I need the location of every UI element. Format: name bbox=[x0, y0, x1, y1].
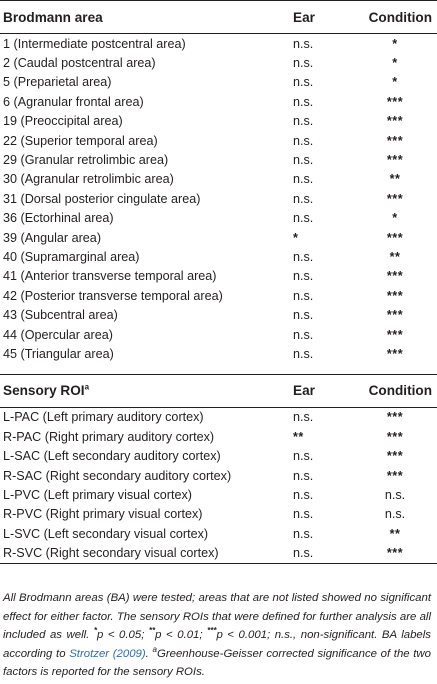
results-table-body bbox=[0, 1, 437, 564]
ear-cell: n.s. bbox=[293, 346, 314, 361]
condition-cell: *** bbox=[386, 308, 404, 323]
condition-cell: ** bbox=[389, 526, 401, 541]
footnote-text: All Brodmann areas (BA) were tested; areas that are not listed showed no significant effect for either factor. The sensory ROIs that were defined for further analysis are all included as well. bbox=[3, 592, 431, 642]
table-row bbox=[0, 305, 437, 324]
table-row bbox=[0, 446, 437, 465]
condition-cell: *** bbox=[386, 449, 404, 464]
table-row bbox=[0, 150, 437, 169]
condition-cell: *** bbox=[386, 327, 404, 342]
table-row bbox=[0, 485, 437, 504]
ear-cell: n.s. bbox=[293, 249, 314, 264]
ear-cell: n.s. bbox=[293, 407, 353, 427]
ear-cell: n.s. bbox=[293, 449, 314, 464]
condition-cell: *** bbox=[386, 153, 404, 168]
table-row bbox=[0, 407, 437, 427]
sensory-roi-header bbox=[0, 374, 293, 407]
condition-cell: *** bbox=[353, 407, 437, 427]
condition-cell: *** bbox=[386, 546, 404, 561]
table-row bbox=[0, 344, 437, 363]
ear-cell: n.s. bbox=[293, 308, 314, 323]
brodmann-area-cell: 5 (Preparietal area) bbox=[3, 75, 112, 90]
table-row bbox=[0, 267, 437, 286]
roi-cell: R-PAC (Right primary auditory cortex) bbox=[3, 429, 215, 444]
spacer-row bbox=[0, 364, 437, 375]
table-row bbox=[0, 543, 437, 563]
footnote-star-1: * bbox=[93, 626, 97, 636]
brodmann-area-cell: 6 (Agranular frontal area) bbox=[3, 94, 144, 109]
ear-cell: ** bbox=[293, 429, 304, 444]
footnote-star-3: *** bbox=[207, 626, 217, 636]
table-row bbox=[0, 112, 437, 131]
condition-cell: ** bbox=[389, 172, 401, 187]
table-row bbox=[0, 325, 437, 344]
brodmann-area-cell: 1 (Intermediate postcentral area) bbox=[0, 34, 293, 54]
table-row bbox=[0, 189, 437, 208]
ear-cell: n.s. bbox=[293, 269, 314, 284]
brodmann-area-header bbox=[0, 1, 293, 34]
header-label: Brodmann area bbox=[3, 9, 103, 25]
condition-cell: *** bbox=[386, 133, 404, 148]
condition-cell: *** bbox=[386, 191, 404, 206]
ear-header: Ear bbox=[293, 1, 353, 34]
ear-cell: n.s. bbox=[293, 133, 314, 148]
table-row bbox=[0, 73, 437, 92]
table-row bbox=[0, 170, 437, 189]
table-row bbox=[0, 53, 437, 72]
condition-cell: *** bbox=[386, 269, 404, 284]
brodmann-area-cell: 40 (Supramarginal area) bbox=[3, 249, 140, 264]
table-row bbox=[0, 247, 437, 266]
header-superscript: a bbox=[84, 382, 90, 392]
condition-cell: * bbox=[392, 75, 398, 90]
brodmann-area-cell: 42 (Posterior transverse temporal area) bbox=[3, 288, 223, 303]
ear-cell: n.s. bbox=[293, 56, 314, 71]
brodmann-area-cell: 29 (Granular retrolimbic area) bbox=[3, 153, 169, 168]
spacer-cell bbox=[0, 364, 437, 375]
roi-cell: R-SAC (Right secondary auditory cortex) bbox=[3, 468, 232, 483]
condition-header: Condition bbox=[353, 1, 437, 34]
condition-cell: * bbox=[353, 34, 437, 54]
roi-cell: L-PVC (Left primary visual cortex) bbox=[3, 487, 192, 502]
roi-cell: L-SVC (Left secondary visual cortex) bbox=[3, 526, 209, 541]
table-row bbox=[0, 34, 437, 54]
condition-cell: n.s. bbox=[384, 487, 406, 502]
ear-cell: n.s. bbox=[293, 153, 314, 168]
table-row bbox=[0, 209, 437, 228]
footnote-p3: p < 0.001; n.s., non-significant. BA labels according to bbox=[3, 629, 431, 660]
ear-cell: n.s. bbox=[293, 172, 314, 187]
footnote-p2: p < 0.01; bbox=[155, 629, 208, 642]
condition-cell: *** bbox=[386, 346, 404, 361]
header-label: Sensory ROI bbox=[3, 383, 85, 399]
condition-cell: *** bbox=[386, 230, 404, 245]
roi-header-row bbox=[0, 374, 437, 407]
brodmann-header-row bbox=[0, 1, 437, 34]
footnote-star-2: ** bbox=[148, 626, 156, 636]
roi-cell: L-PAC (Left primary auditory cortex) bbox=[0, 407, 293, 427]
bottom-rule bbox=[0, 563, 437, 564]
condition-cell: *** bbox=[386, 94, 404, 109]
ear-header: Ear bbox=[293, 374, 353, 407]
footnote-sup-a: a bbox=[152, 644, 157, 654]
ear-cell: n.s. bbox=[293, 75, 314, 90]
brodmann-area-cell: 31 (Dorsal posterior cingulate area) bbox=[3, 191, 201, 206]
table-row bbox=[0, 505, 437, 524]
condition-cell: * bbox=[392, 56, 398, 71]
brodmann-area-cell: 30 (Agranular retrolimbic area) bbox=[3, 172, 174, 187]
bottom-rule-row bbox=[0, 563, 437, 564]
roi-cell: L-SAC (Left secondary auditory cortex) bbox=[3, 449, 221, 464]
condition-cell: *** bbox=[386, 114, 404, 129]
brodmann-area-cell: 2 (Caudal postcentral area) bbox=[3, 56, 156, 71]
ear-cell: n.s. bbox=[293, 546, 314, 561]
table-row bbox=[0, 228, 437, 247]
footnote-p1: p < 0.05; bbox=[96, 629, 149, 642]
brodmann-area-cell: 44 (Opercular area) bbox=[3, 327, 113, 342]
ear-cell: n.s. bbox=[293, 327, 314, 342]
brodmann-area-cell: 19 (Preoccipital area) bbox=[3, 114, 123, 129]
condition-cell: *** bbox=[386, 288, 404, 303]
ear-cell: n.s. bbox=[293, 114, 314, 129]
condition-cell: *** bbox=[386, 468, 404, 483]
condition-cell: *** bbox=[386, 429, 404, 444]
brodmann-area-cell: 39 (Angular area) bbox=[3, 230, 102, 245]
table-row bbox=[0, 524, 437, 543]
ear-cell: n.s. bbox=[293, 211, 314, 226]
table-row bbox=[0, 92, 437, 111]
ear-cell: n.s. bbox=[293, 191, 314, 206]
table-row bbox=[0, 286, 437, 305]
ear-cell: n.s. bbox=[293, 526, 314, 541]
table-row bbox=[0, 131, 437, 150]
ear-cell: n.s. bbox=[293, 94, 314, 109]
ear-cell: n.s. bbox=[293, 487, 314, 502]
condition-cell: ** bbox=[389, 249, 401, 264]
citation-link[interactable]: Strotzer (2009) bbox=[69, 647, 146, 660]
footnote-part3: Greenhouse-Geisser corrected significance of the two factors is reported for the sensory ROIs. bbox=[3, 647, 431, 679]
footnote-part2: . bbox=[145, 647, 153, 660]
table-row bbox=[0, 427, 437, 446]
ear-cell: n.s. bbox=[293, 507, 314, 522]
roi-cell: R-SVC (Right secondary visual cortex) bbox=[3, 546, 219, 561]
brodmann-area-cell: 22 (Superior temporal area) bbox=[3, 133, 158, 148]
ear-cell: n.s. bbox=[293, 34, 353, 54]
ear-cell: * bbox=[293, 230, 299, 245]
roi-cell: R-PVC (Right primary visual cortex) bbox=[3, 507, 203, 522]
condition-cell: * bbox=[392, 211, 398, 226]
ear-cell: n.s. bbox=[293, 468, 314, 483]
condition-cell: n.s. bbox=[384, 507, 406, 522]
table-row bbox=[0, 466, 437, 485]
brodmann-area-cell: 41 (Anterior transverse temporal area) bbox=[3, 269, 217, 284]
brodmann-area-cell: 36 (Ectorhinal area) bbox=[3, 211, 114, 226]
table-footnote bbox=[3, 589, 431, 682]
condition-header: Condition bbox=[353, 374, 437, 407]
brodmann-area-cell: 43 (Subcentral area) bbox=[3, 308, 118, 323]
brodmann-area-cell: 45 (Triangular area) bbox=[3, 346, 114, 361]
ear-cell: n.s. bbox=[293, 288, 314, 303]
